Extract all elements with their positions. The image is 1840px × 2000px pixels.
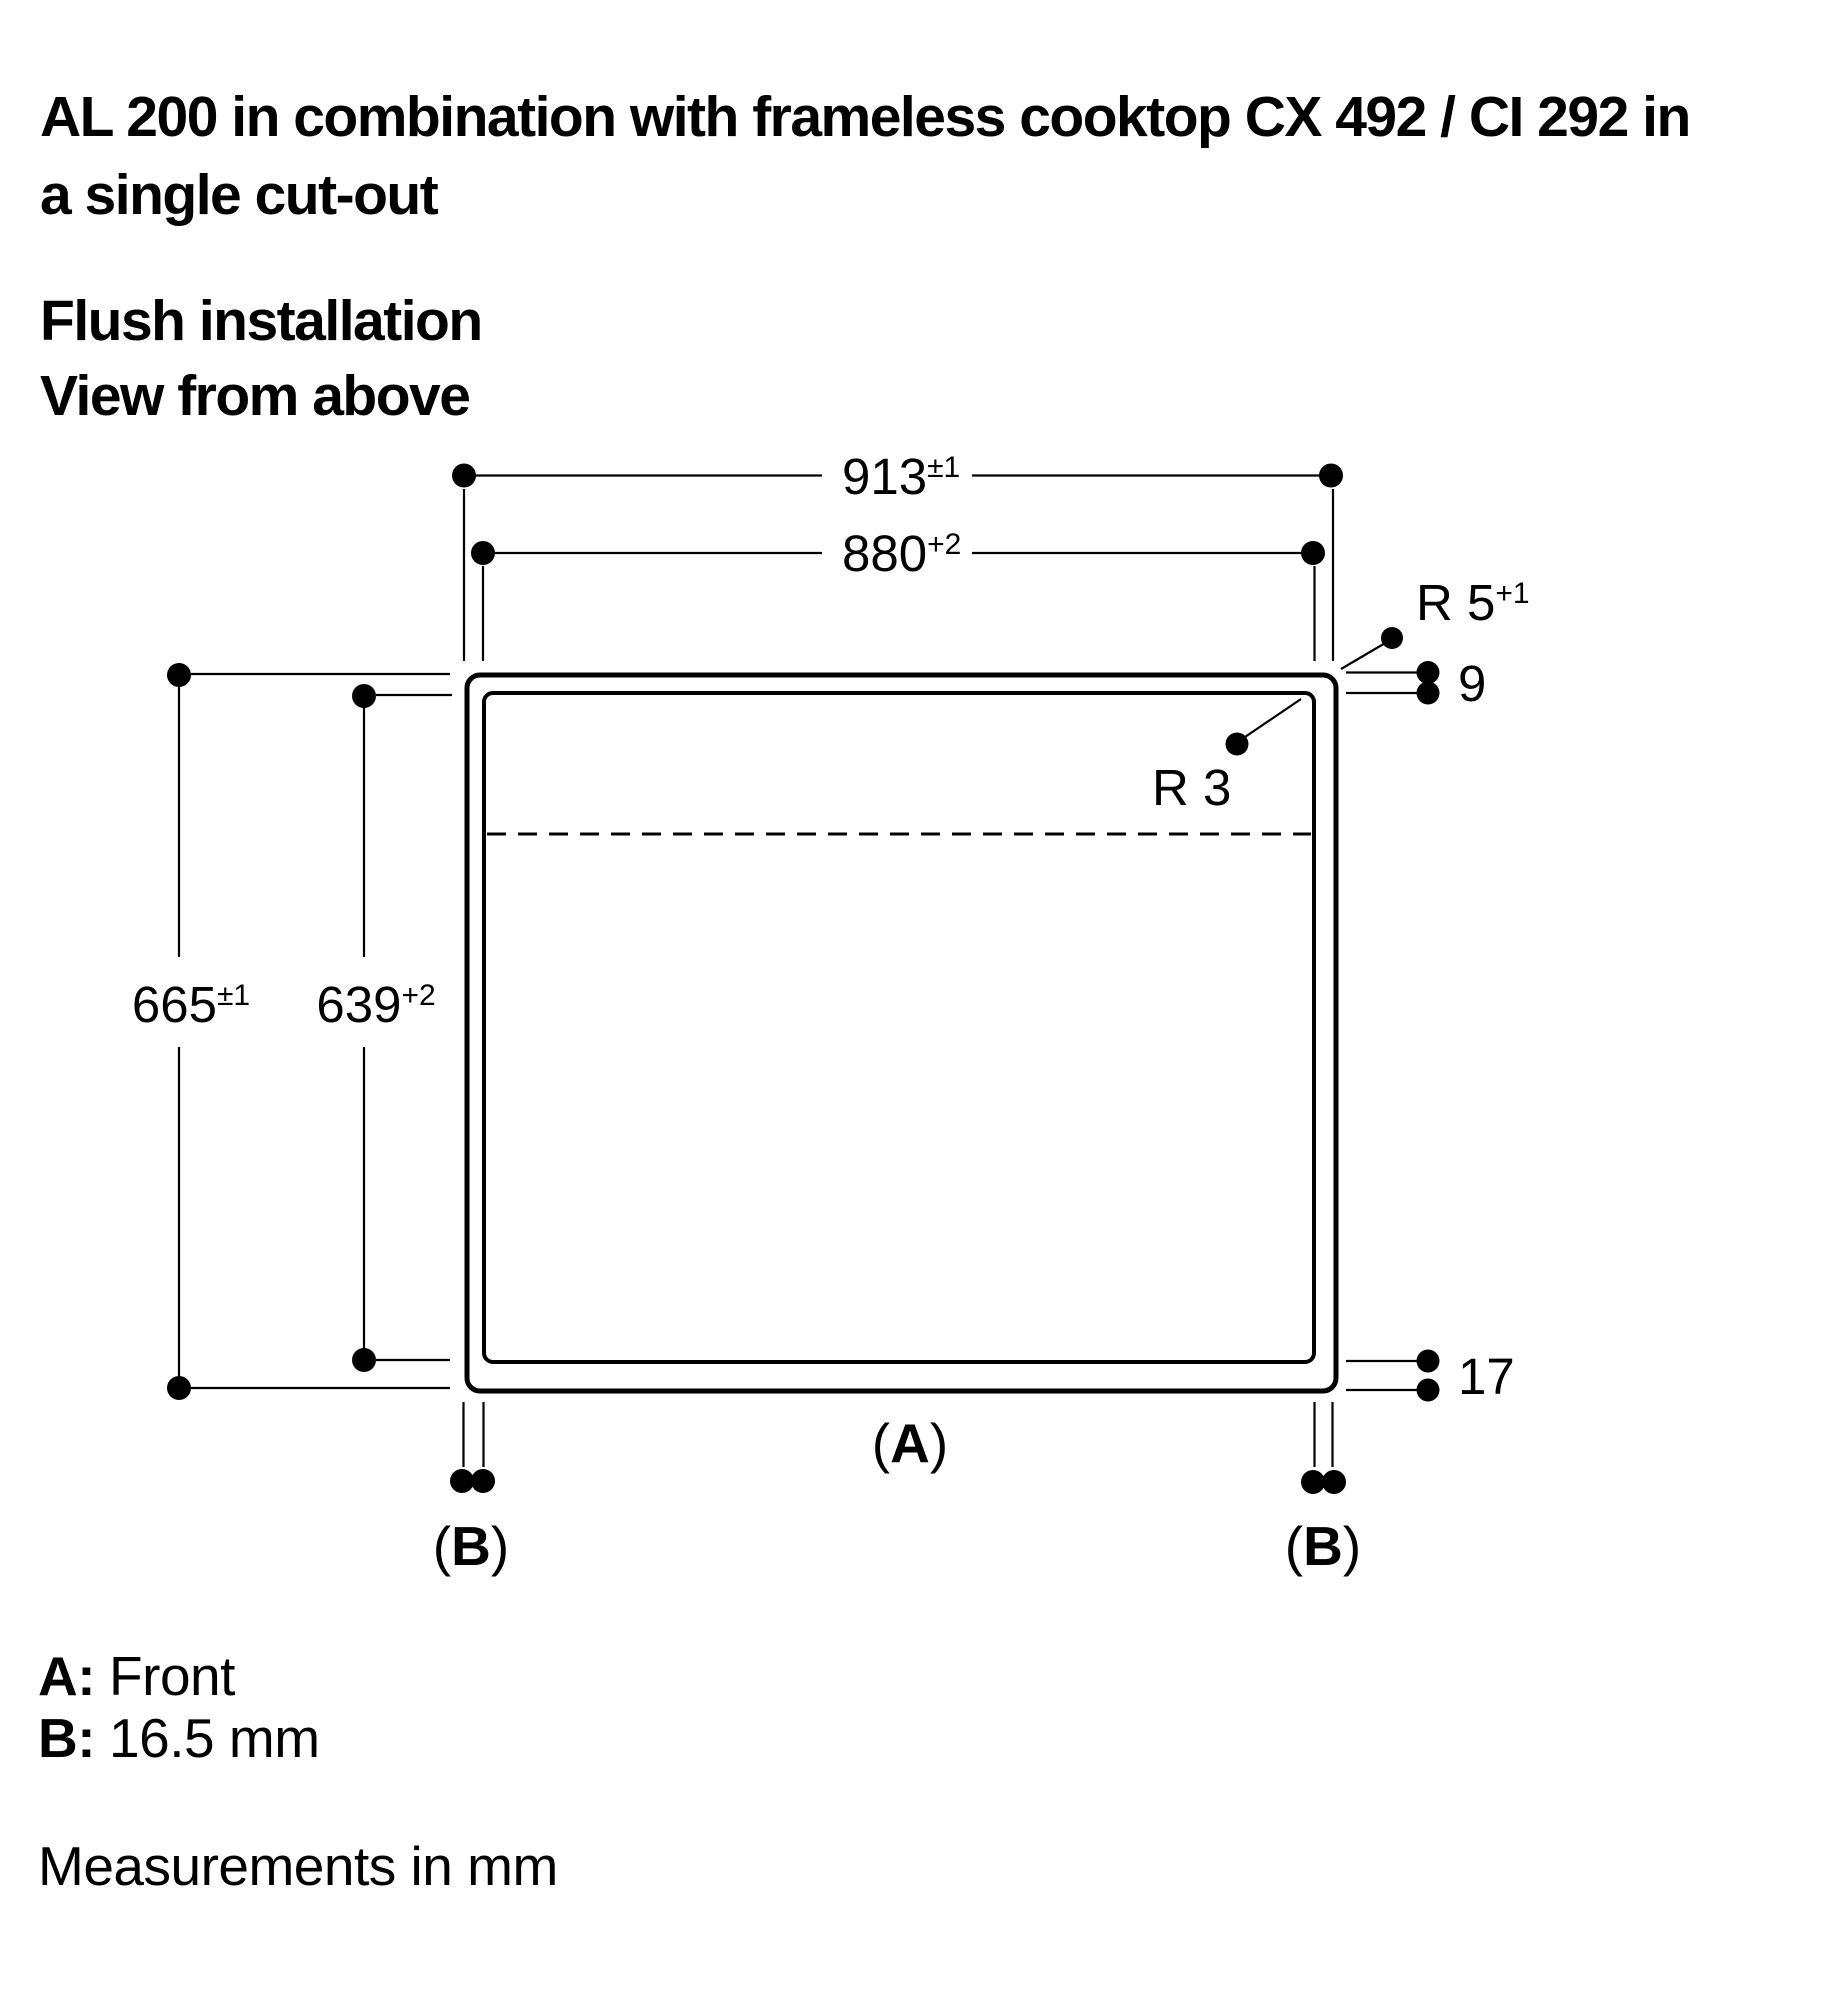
legend-key-a: A: (38, 1645, 96, 1707)
dim-dot (452, 464, 476, 488)
bottom-edge-offset-label: 17 (1458, 1348, 1515, 1405)
top-edge-offset-label: 9 (1458, 655, 1487, 712)
callout-outer-radius (1341, 574, 1530, 669)
legend-value-b: 16.5 mm (109, 1707, 320, 1769)
legend (38, 1645, 320, 1769)
subtitle-line2: View from above (40, 364, 470, 428)
legend-value-a: Front (109, 1645, 235, 1707)
marker-front-label: (A) (871, 1412, 949, 1474)
legend-key-b: B: (38, 1707, 96, 1769)
leader-line (1341, 642, 1387, 669)
marker-dot (1301, 1470, 1325, 1494)
outer-radius-label: R $5^{+1}$ (1416, 574, 1530, 631)
marker-b-right-label: (B) (1284, 1515, 1362, 1577)
leader-dot (1381, 627, 1403, 649)
dim-cutout-width-label: $880^{+2}$ (842, 525, 962, 582)
page-title-line1: AL 200 in combination with frameless cooktop CX 492 / CI 292 in (40, 85, 1690, 149)
dim-dot (1417, 682, 1440, 705)
dim-dot (1301, 541, 1325, 565)
dim-dot (1417, 661, 1440, 684)
dim-dot (471, 541, 495, 565)
marker-b-right (1285, 1402, 1361, 1577)
dim-dot (167, 663, 191, 687)
dim-cutout-depth-label: $639^{+2}$ (316, 976, 436, 1033)
marker-dot (450, 1469, 474, 1493)
dim-cutout-depth (316, 684, 452, 1372)
callout-inner-radius (1152, 699, 1301, 816)
legend-row-b (38, 1707, 320, 1769)
leader-dot (1226, 733, 1249, 756)
page-title-line2: a single cut-out (40, 163, 438, 227)
dim-dot (1417, 1350, 1440, 1373)
dim-dot (167, 1376, 191, 1400)
dim-cutout-width (471, 525, 1325, 661)
marker-dot (471, 1469, 495, 1493)
measurements-note: Measurements in mm (38, 1835, 558, 1897)
marker-b-left (433, 1402, 509, 1577)
dim-overall-width-label: $913^{\pm 1}$ (842, 448, 961, 505)
dim-overall-depth (132, 663, 450, 1400)
marker-dot (1322, 1470, 1346, 1494)
legend-row-a (38, 1645, 320, 1707)
dim-dot (1319, 464, 1343, 488)
marker-b-left-label: (B) (432, 1515, 510, 1577)
dim-dot (352, 684, 376, 708)
inner-radius-label: R 3 (1152, 759, 1232, 816)
dim-top-edge-offset (1346, 655, 1486, 712)
dim-dot (352, 1348, 376, 1372)
leader-line (1245, 699, 1301, 737)
marker-front (872, 1412, 948, 1474)
subtitle-line1: Flush installation (40, 289, 482, 353)
dim-dot (1417, 1379, 1440, 1402)
dim-overall-depth-label: $665^{\pm 1}$ (131, 976, 251, 1033)
dim-bottom-edge-offset (1346, 1348, 1515, 1405)
